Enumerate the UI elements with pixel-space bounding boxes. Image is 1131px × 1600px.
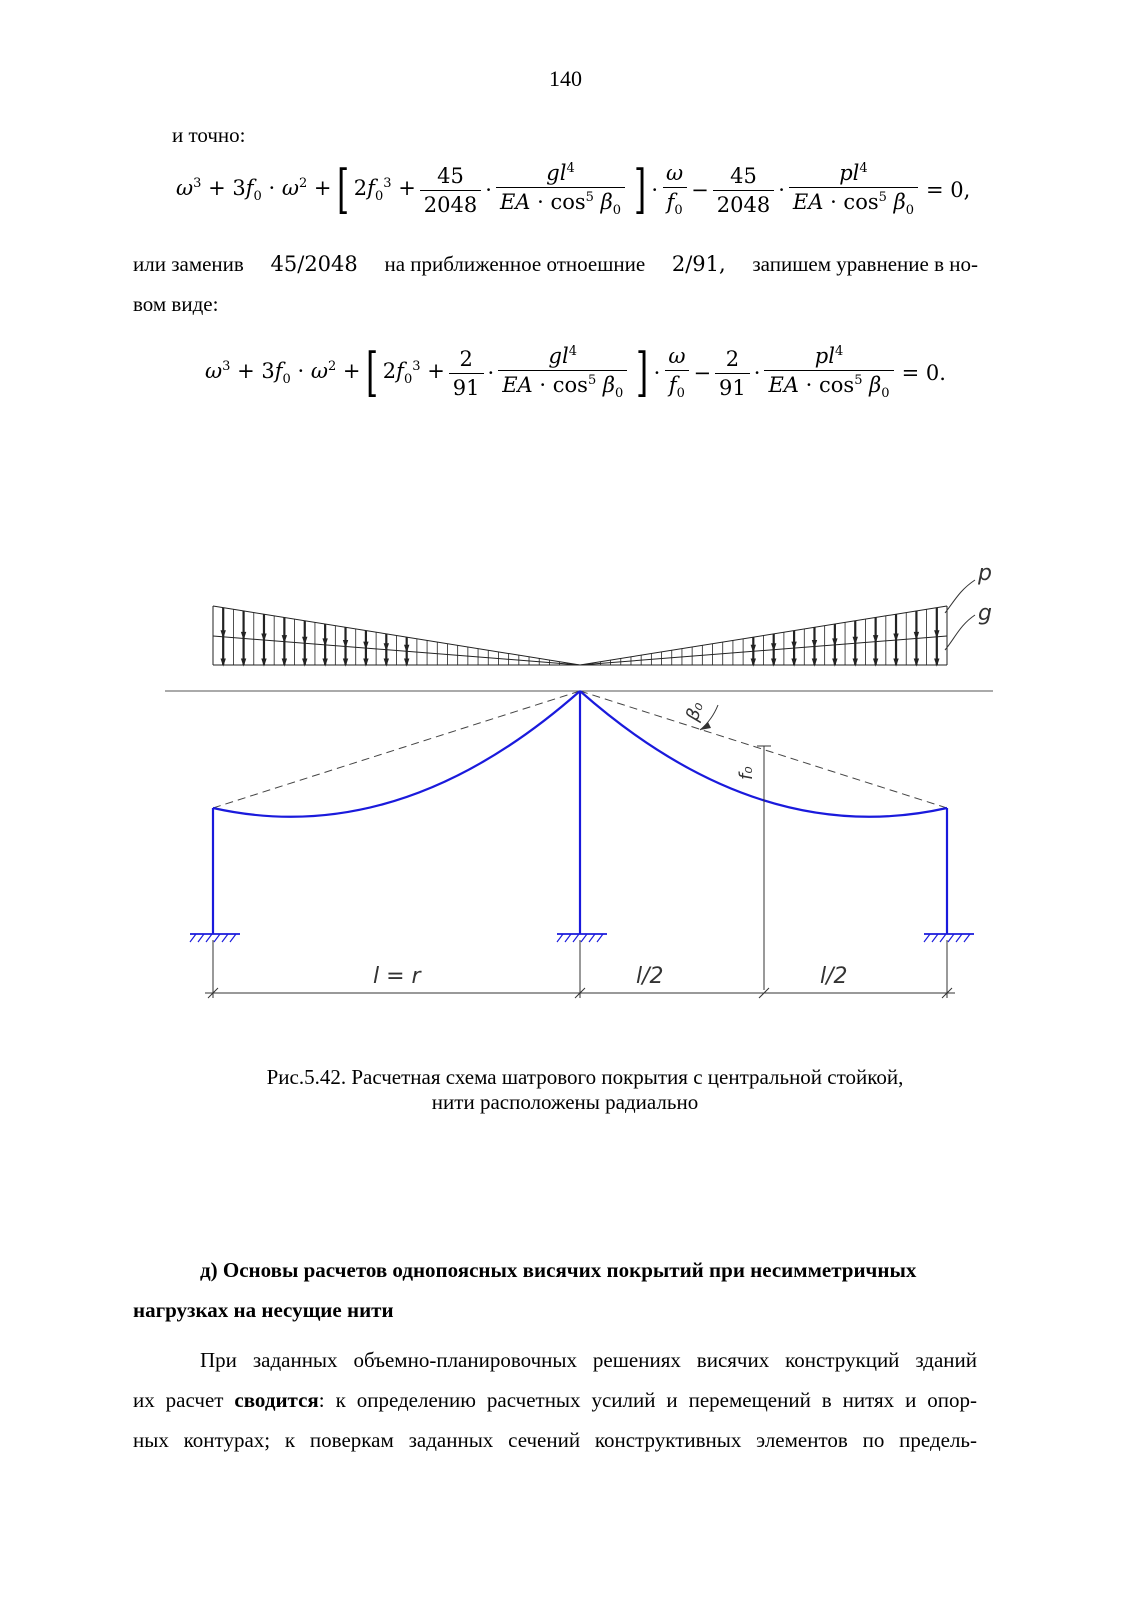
caption-line2: нити расположены радиально — [431, 1090, 699, 1115]
body-line2 — [133, 1388, 977, 1413]
figure-caption — [0, 1065, 1131, 1115]
intro-text: и точно: — [172, 123, 246, 147]
equation-1: $\omega^3 + 3f_0 \cdot \omega^2$ + [ $2f_0^3$ + $\frac{45}{2048}$ · $\frac{gl^4}{EA \cdot \cos^5 \beta_0}$ ] · $\frac{\omega}{f_0}$ − $\frac{45}{2048}$ · $\frac{pl^4}{EA \cdot \cos^5 \beta_0}$ = 0, — [176, 160, 971, 220]
chord-left — [213, 691, 580, 808]
section-heading-line1: д) Основы расчетов однопоясных висячих покрытий при несимметричных — [200, 1258, 917, 1282]
span-label-left: l = r — [373, 964, 421, 989]
load-diagram — [213, 606, 947, 665]
body-line2-b: : к определению расчетных усилий и перемещений в нитях и опор- — [318, 1388, 977, 1412]
body-line2-a: их расчет — [133, 1388, 235, 1412]
structural-diagram — [0, 540, 1131, 1020]
eq2-coef-num-b: 2 — [725, 346, 740, 371]
mid-text-c: запишем уравнение в но- — [752, 252, 978, 276]
ratio-exact: 45/2048 — [270, 252, 358, 276]
equation-2-tail: = 0. — [901, 361, 946, 385]
mid-text-line1 — [133, 252, 978, 277]
eq1-coef-den-b: 2048 — [713, 190, 774, 217]
body-line3: ных контурах; к поверкам заданных сечений конструктивных элементов по предель- — [133, 1428, 977, 1452]
equation-1-tail: = 0, — [926, 178, 971, 202]
load-label-p: p — [978, 561, 992, 586]
equation-2: $\omega^3 + 3f_0 \cdot \omega^2$ + [ $2f_0^3$ + $\frac{2}{91}$ · $\frac{gl^4}{EA \cdot \cos^5 \beta_0}$ ] · $\frac{\omega}{f_0}$ − $\frac{2}{91}$ · $\frac{pl^4}{EA \cdot \cos^5 \beta_0}$ = 0. — [205, 343, 946, 403]
mid-text-a: или заменив — [133, 252, 244, 276]
eq2-coef-den-b: 91 — [715, 373, 750, 400]
eq1-coef-num-b: 45 — [730, 163, 757, 188]
cable-left — [213, 691, 580, 817]
eq2-coef-num-a: 2 — [459, 346, 473, 371]
ratio-approx: 2/91, — [671, 252, 726, 276]
page-number: 140 — [549, 66, 582, 91]
eq1-coef-den-a: 2048 — [420, 190, 481, 217]
section-heading-line2: нагрузках на несущие нити — [133, 1298, 394, 1322]
sag-label: f₀ — [736, 766, 757, 780]
eq1-coef-num-a: 45 — [437, 163, 464, 188]
caption-line1: Рис.5.42. Расчетная схема шатрового покрытия с центральной стойкой, — [266, 1065, 904, 1089]
angle-label: β₀ — [681, 698, 709, 724]
mid-text-b: на приближенное отноешние — [384, 252, 646, 276]
body-line1: При заданных объемно-планировочных решениях висячих конструкций зданий — [200, 1348, 977, 1372]
span-label-mid: l/2 — [636, 964, 664, 989]
mid-text-line2: вом виде: — [133, 292, 219, 316]
load-label-g: g — [978, 601, 992, 626]
span-label-right: l/2 — [820, 964, 848, 989]
eq2-coef-den-a: 91 — [449, 373, 484, 400]
body-line2-bold: сводится — [234, 1388, 319, 1412]
